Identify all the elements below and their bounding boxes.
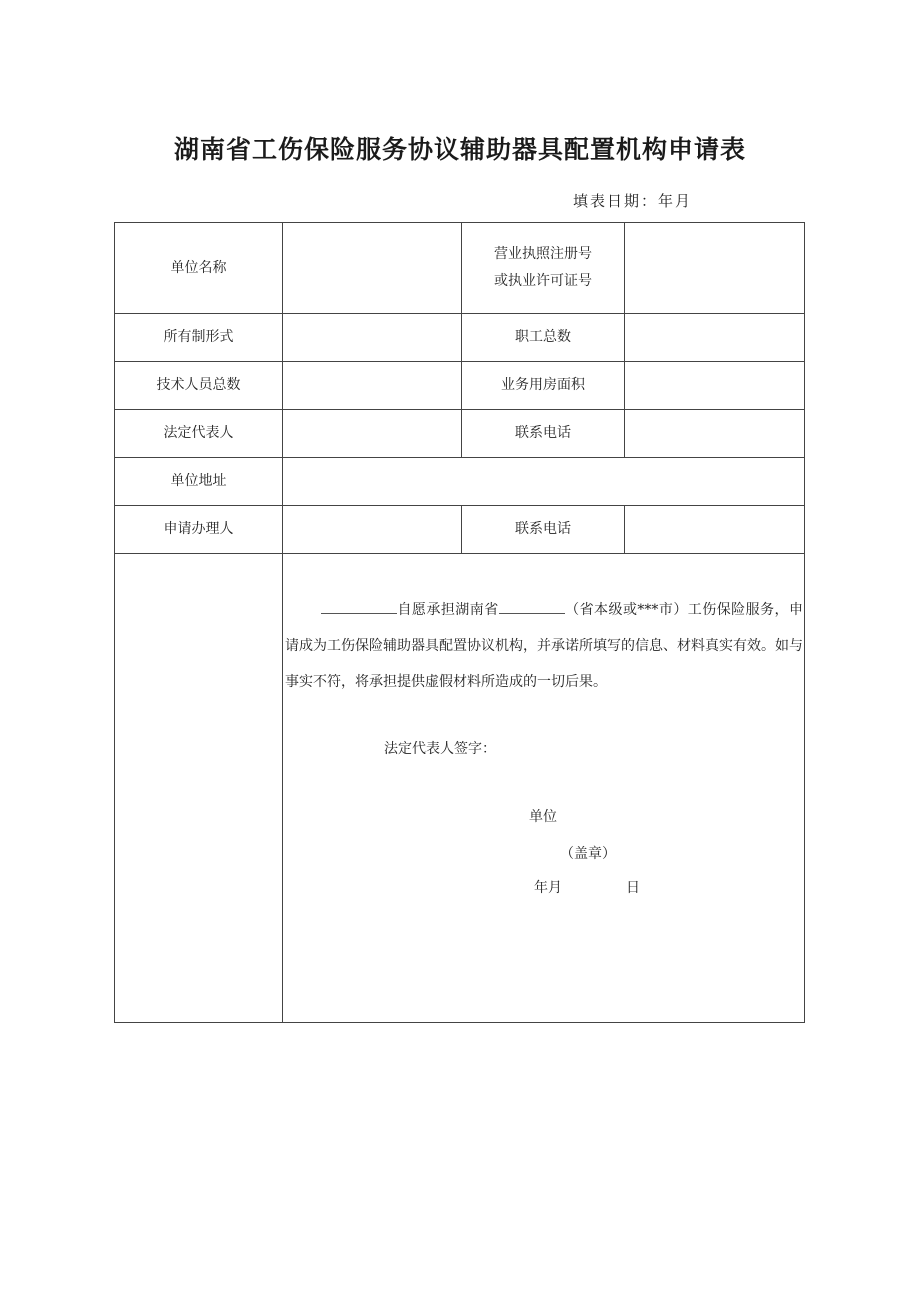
legal-rep-label: 法定代表人	[163, 425, 234, 442]
sign-date-year-month: 年月	[534, 880, 562, 896]
signature-label: 法定代表人签字：	[384, 741, 496, 757]
seal-label: （盖章）	[560, 846, 616, 862]
unit-name-field[interactable]	[283, 223, 461, 313]
declaration-text-a: 自愿承担湖南省	[397, 602, 499, 618]
declaration-side-cell	[115, 554, 282, 1022]
floor-area-label: 业务用房面积	[501, 377, 585, 394]
unit-seal-label: 单位	[529, 809, 557, 825]
unit-name-label: 单位名称	[170, 259, 227, 276]
applicant-phone-label: 联系电话	[515, 521, 571, 538]
sign-date-day: 日	[626, 880, 640, 896]
tech-staff-label: 技术人员总数	[156, 377, 241, 394]
declaration-text-b: （省本级或***市）工伤保险服务，申请成为工伤保险辅助器具配置协议机构，并承诺所填写的信息、材料真实有效。如与事实不符，将承担提供虚假材料所造成的一切后果。	[285, 602, 804, 690]
applicant-label: 申请办理人	[163, 521, 234, 538]
license-label-line1: 营业执照注册号	[494, 246, 592, 263]
declaration-paragraph	[283, 592, 805, 700]
page-title: 湖南省工伤保险服务协议辅助器具配置机构申请表	[173, 135, 746, 164]
fill-date-label: 填表日期：年月	[573, 192, 693, 210]
floor-area-field[interactable]	[625, 362, 804, 409]
license-number-label	[462, 223, 624, 313]
contact-phone-label: 联系电话	[515, 425, 571, 442]
tech-staff-field[interactable]	[283, 362, 461, 409]
ownership-label: 所有制形式	[163, 329, 234, 346]
license-label-line2: 或执业许可证号	[494, 273, 592, 289]
unit-address-field[interactable]	[283, 458, 804, 505]
total-staff-field[interactable]	[625, 314, 804, 361]
ownership-field[interactable]	[283, 314, 461, 361]
total-staff-label: 职工总数	[515, 329, 571, 346]
table-border-bottom	[114, 1022, 805, 1023]
declaration-block	[283, 592, 805, 700]
applicant-unit-blank[interactable]	[321, 599, 397, 614]
legal-rep-field[interactable]	[283, 410, 461, 457]
region-blank[interactable]	[499, 599, 565, 614]
contact-phone-field[interactable]	[625, 410, 804, 457]
unit-address-label: 单位地址	[170, 473, 227, 490]
applicant-field[interactable]	[283, 506, 461, 553]
applicant-phone-field[interactable]	[625, 506, 804, 553]
license-number-field[interactable]	[625, 223, 804, 313]
